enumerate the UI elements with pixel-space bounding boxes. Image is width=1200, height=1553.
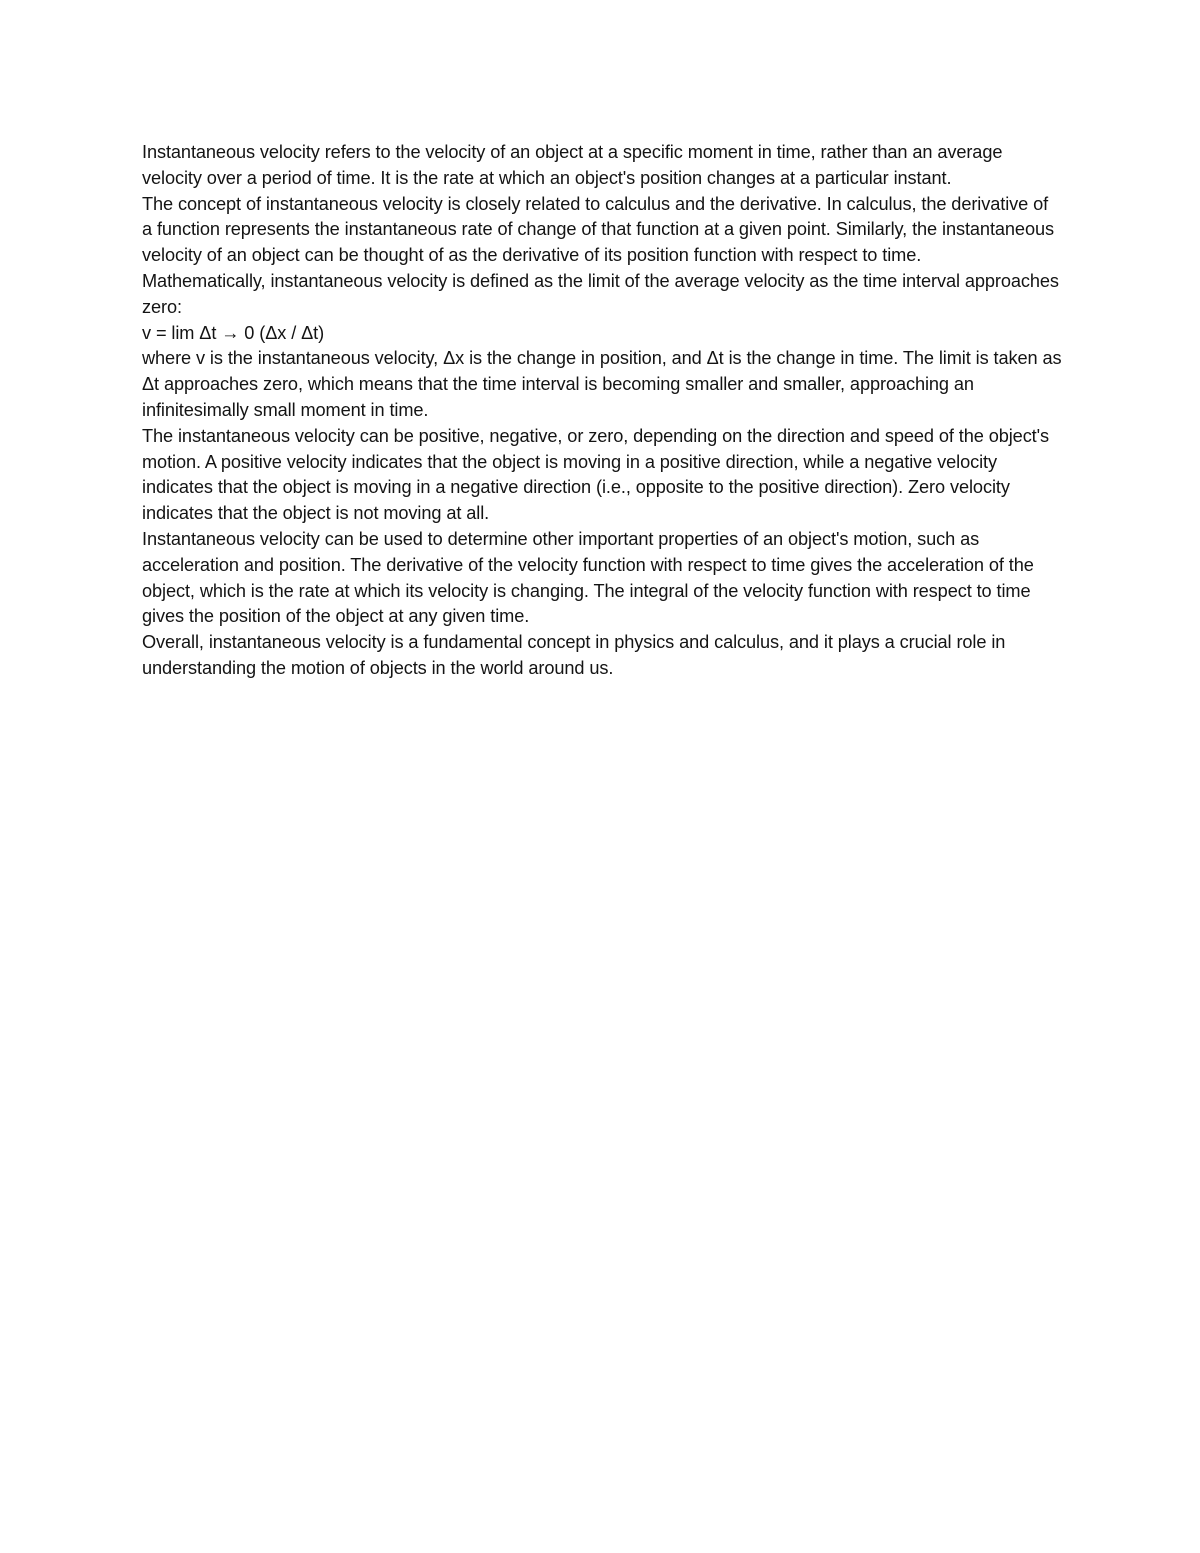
paragraph-formula-explanation: where v is the instantaneous velocity, Δx is the change in position, and Δt is the change in time. The limit is taken as Δt approaches zero, which means that the time interval is becoming smaller and smaller, approaching an infinitesimally small moment in time. <box>142 348 1062 420</box>
paragraph-calculus: The concept of instantaneous velocity is closely related to calculus and the derivative. In calculus, the derivative of a function represents the instantaneous rate of change of that function at a given point. Similarly, the instantaneous velocity of an object can be thought of as the derivative of its position function with respect to time. <box>142 193 1054 266</box>
paragraph-conclusion: Overall, instantaneous velocity is a fundamental concept in physics and calculus, and it plays a crucial role in understanding the motion of objects in the world around us. <box>142 632 1006 678</box>
paragraph-limit-intro: Mathematically, instantaneous velocity is defined as the limit of the average velocity as the time interval approaches zero: <box>142 270 1059 317</box>
paragraph-applications: Instantaneous velocity can be used to determine other important properties of an object's motion, such as acceleration and position. The derivative of the velocity function with respect to time gives the acceleration of the object, which is the rate at which its velocity is changing. The integral of the velocity function with respect to time gives the position of the object at any given time. <box>142 528 1034 627</box>
paragraph-definition: Instantaneous velocity refers to the velocity of an object at a specific moment in time, rather than an average velocity over a period of time. It is the rate at which an object's position changes at a particular instant. <box>142 142 1003 188</box>
document-body <box>142 140 1062 682</box>
paragraph-sign: The instantaneous velocity can be positive, negative, or zero, depending on the direction and speed of the object's motion. A positive velocity indicates that the object is moving in a positive direction, while a negative velocity indicates that the object is moving in a negative direction (i.e., opposite to the positive direction). Zero velocity indicates that the object is not moving at all. <box>142 425 1050 524</box>
formula-line: v = lim Δt → 0 (Δx / Δt) <box>142 322 325 343</box>
